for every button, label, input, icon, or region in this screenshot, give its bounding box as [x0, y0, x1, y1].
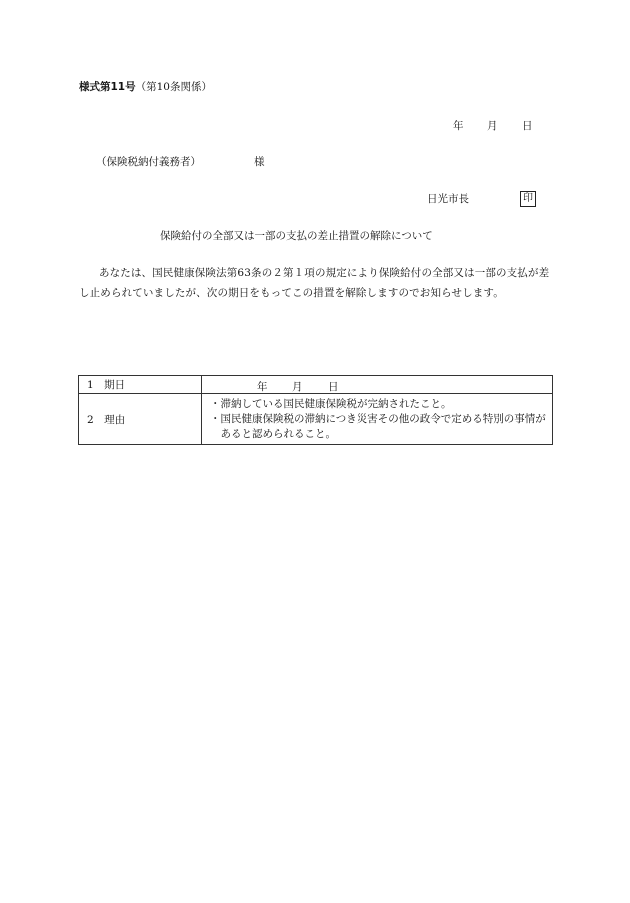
reason-cell: [202, 394, 553, 445]
addressee-honorific: 様: [254, 156, 265, 168]
date-month: 月: [487, 120, 498, 132]
reason-item: ・国民健康保険税の滞納につき災害その他の政令で定める特別の事情があると認められること。: [210, 412, 546, 440]
table-row: [79, 376, 553, 394]
issuer-name: 日光市長: [427, 193, 469, 205]
due-date-month: 月: [292, 381, 303, 393]
due-date-year: 年: [257, 381, 268, 393]
reason-label: 2 理由: [79, 394, 202, 445]
form-number: 様式第11号: [79, 81, 136, 93]
reason-item: ・滞納している国民健康保険税が完納されたこと。: [210, 397, 452, 410]
seal-stamp: 印: [520, 191, 536, 207]
due-date-label: 1 期日: [79, 376, 202, 394]
form-relation: （第10条関係）: [135, 81, 212, 93]
date-year: 年: [453, 120, 464, 132]
date-day: 日: [522, 120, 533, 132]
notice-body: あなたは、国民健康保険法第63条の２第１項の規定により保険給付の全部又は一部の支払が差し止められていましたが、次の期日をもってこの措置を解除しますのでお知らせします。: [79, 267, 550, 299]
due-date-cell: [202, 376, 553, 394]
form-title: [79, 82, 212, 93]
addressee-label: （保険税納付義務者）: [96, 156, 201, 168]
document-subject: 保険給付の全部又は一部の支払の差止措置の解除について: [160, 230, 433, 242]
table-row: [79, 394, 553, 445]
details-table: [78, 375, 553, 445]
due-date-day: 日: [328, 381, 339, 393]
